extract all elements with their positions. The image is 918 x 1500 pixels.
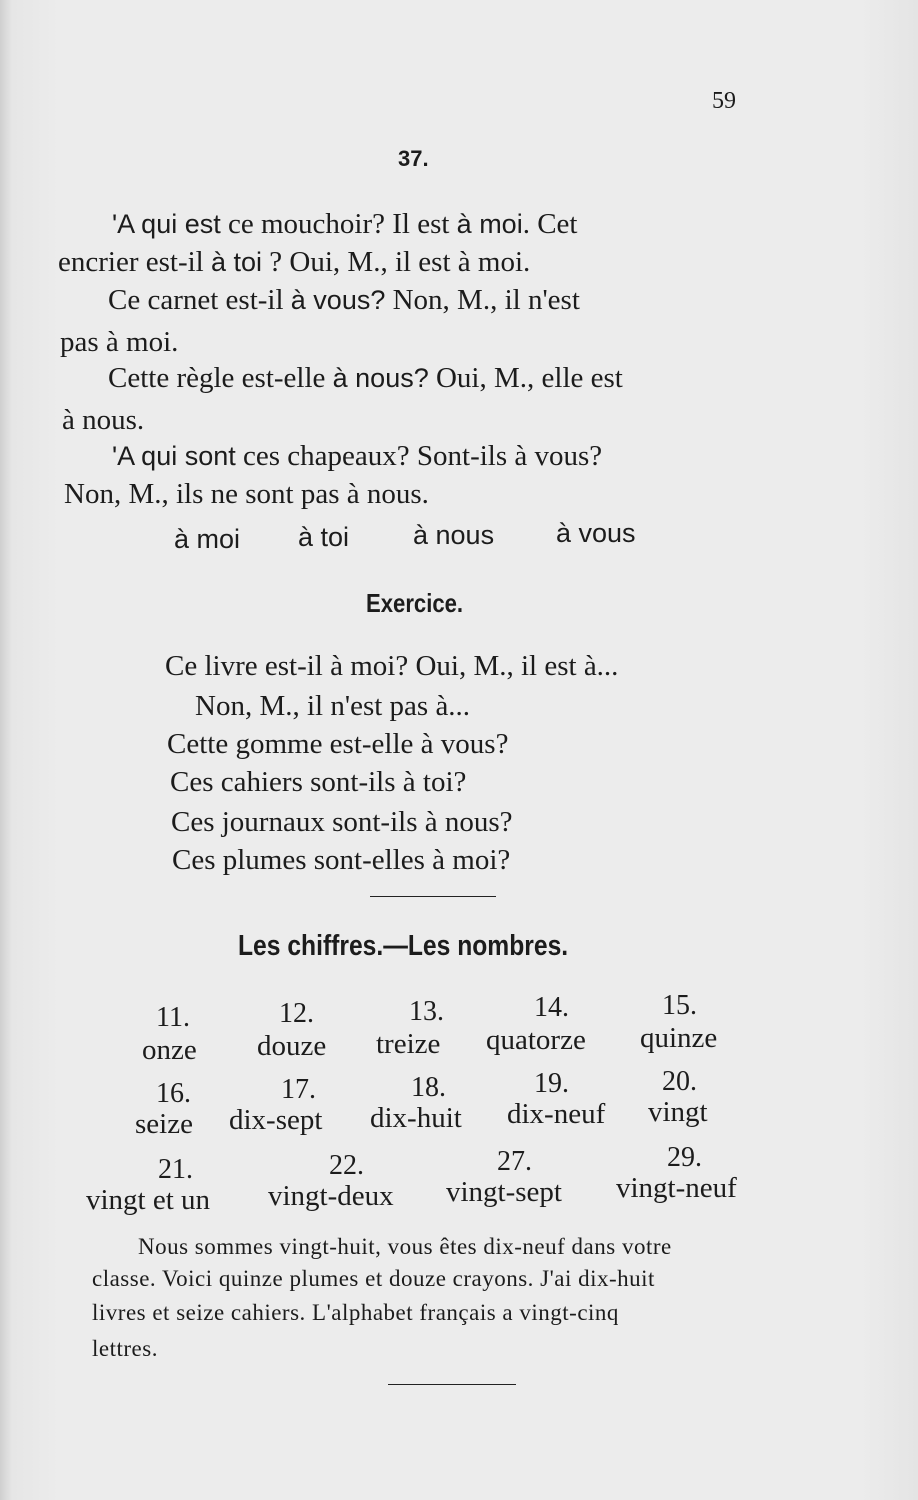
number-figure: 16. [156, 1078, 191, 1109]
number-word: seize [135, 1108, 193, 1140]
dialogue-line: 'A qui sont ces chapeaux? Sont-ils à vous? [112, 440, 603, 472]
lesson-number: 37. [398, 146, 429, 171]
number-figure: 20. [662, 1066, 697, 1097]
paragraph-line: livres et seize cahiers. L'alphabet français a vingt-cinq [92, 1300, 619, 1325]
number-word: vingt-deux [268, 1180, 394, 1212]
paragraph-line: lettres. [92, 1336, 158, 1361]
number-figure: 13. [409, 996, 444, 1027]
number-figure: 11. [156, 1002, 190, 1033]
exercise-line: Ces cahiers sont-ils à toi? [170, 766, 467, 798]
number-word: quatorze [486, 1024, 586, 1056]
number-word: dix-huit [370, 1102, 462, 1134]
dialogue-line: à nous. [62, 404, 145, 436]
exercise-line: Non, M., il n'est pas à... [195, 690, 471, 722]
number-figure: 21. [158, 1154, 193, 1185]
number-figure: 18. [411, 1072, 446, 1103]
paragraph-line: classe. Voici quinze plumes et douze crayons. J'ai dix-huit [92, 1266, 655, 1291]
exercise-line: Ces journaux sont-ils à nous? [171, 806, 513, 838]
page-number: 59 [712, 88, 736, 114]
dialogue-line: Ce carnet est-il à vous? Non, M., il n'est [108, 284, 580, 316]
number-figure: 29. [667, 1142, 702, 1173]
number-word: onze [142, 1034, 197, 1066]
divider [370, 896, 496, 897]
exercise-line: Ces plumes sont-elles à moi? [172, 844, 511, 876]
number-word: douze [257, 1030, 327, 1062]
dialogue-line: Non, M., ils ne sont pas à nous. [64, 478, 429, 510]
dialogue-line: 'A qui est ce mouchoir? Il est à moi. Cet [112, 208, 578, 240]
number-figure: 27. [497, 1146, 532, 1177]
number-word: dix-sept [229, 1104, 323, 1136]
dialogue-line: pas à moi. [60, 326, 179, 358]
number-figure: 12. [279, 998, 314, 1029]
number-word: dix-neuf [507, 1098, 606, 1130]
number-word: treize [376, 1028, 441, 1060]
number-figure: 14. [534, 992, 569, 1023]
number-figure: 22. [329, 1150, 364, 1181]
number-word: vingt et un [86, 1184, 211, 1216]
number-word: vingt-sept [446, 1176, 562, 1208]
number-word: quinze [640, 1022, 718, 1054]
paragraph-line: Nous sommes vingt-huit, vous êtes dix-neuf dans votre [138, 1234, 672, 1259]
dialogue-line: Cette règle est-elle à nous? Oui, M., elle est [108, 362, 623, 394]
pronoun-vous: à vous [556, 518, 636, 548]
dialogue-line: encrier est-il à toi ? Oui, M., il est à moi. [58, 246, 531, 278]
pronoun-nous: à nous [413, 520, 495, 550]
number-figure: 19. [534, 1068, 569, 1099]
number-word: vingt [648, 1096, 708, 1128]
number-figure: 15. [662, 990, 697, 1021]
divider [388, 1384, 516, 1385]
pronoun-toi: à toi [298, 522, 350, 552]
exercise-title: Exercice. [366, 588, 464, 618]
numbers-title: Les chiffres.—Les nombres. [238, 930, 569, 962]
number-figure: 17. [281, 1074, 316, 1105]
pronoun-moi: à moi [174, 524, 241, 554]
exercise-line: Ce livre est-il à moi? Oui, M., il est à... [165, 650, 619, 682]
number-word: vingt-neuf [616, 1172, 737, 1204]
exercise-line: Cette gomme est-elle à vous? [167, 728, 509, 760]
